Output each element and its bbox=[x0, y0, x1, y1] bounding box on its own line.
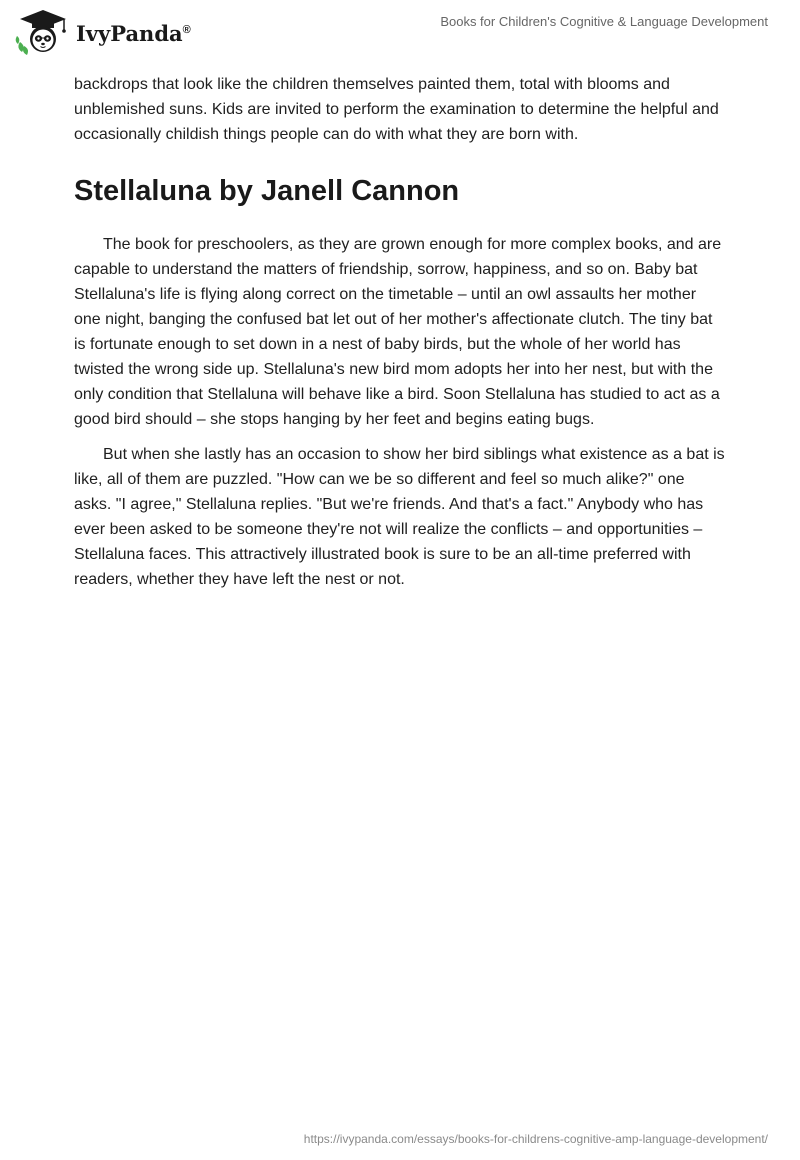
page-header bbox=[0, 0, 800, 64]
logo-wordmark: IvyPanda® bbox=[76, 20, 191, 46]
panda-graduate-icon bbox=[14, 8, 72, 56]
ivypanda-logo[interactable] bbox=[14, 8, 191, 56]
essay-content bbox=[74, 72, 726, 592]
intro-paragraph: backdrops that look like the children themselves painted them, total with blooms and unblemished suns. Kids are invited to perform the examination to determine the helpful and occasionally childish things people can do with what they are born with. bbox=[74, 76, 719, 143]
section-heading: Stellaluna by Janell Cannon bbox=[74, 175, 460, 207]
body-paragraph: The book for preschoolers, as they are grown enough for more complex books, and are capable to understand the matters of friendship, sorrow, happiness, and so on. Baby bat Stellaluna's life is flying along correct on the timetable – until an owl assaults her mother one night, banging the confused bat let out of her mother's affectionate clutch. The tiny bat is fortunate enough to set down in a nest of baby birds, but the whole of her world has twisted the wrong side up. Stellaluna's new bird mom adopts her into her nest, but with the only condition that Stellaluna will behave like a bird. Soon Stellaluna has studied to act as a good bird should – she stops hanging by her feet and begins eating bugs. bbox=[74, 236, 722, 428]
document-title: Books for Children's Cognitive & Language Development bbox=[440, 14, 768, 29]
source-url[interactable]: https://ivypanda.com/essays/books-for-childrens-cognitive-amp-language-development/ bbox=[303, 1132, 768, 1146]
body-paragraph: But when she lastly has an occasion to show her bird siblings what existence as a bat is like, all of them are puzzled. "How can we be so different and feel so much alike?" one asks. "I agree," Stellaluna replies. "But we're friends. And that's a fact." Anybody who has ever been asked to be someone they're not will realize the conflicts – and opportunities – Stellaluna faces. This attractively illustrated book is sure to be an all-time preferred with readers, whether they have left the nest or not. bbox=[74, 446, 725, 588]
